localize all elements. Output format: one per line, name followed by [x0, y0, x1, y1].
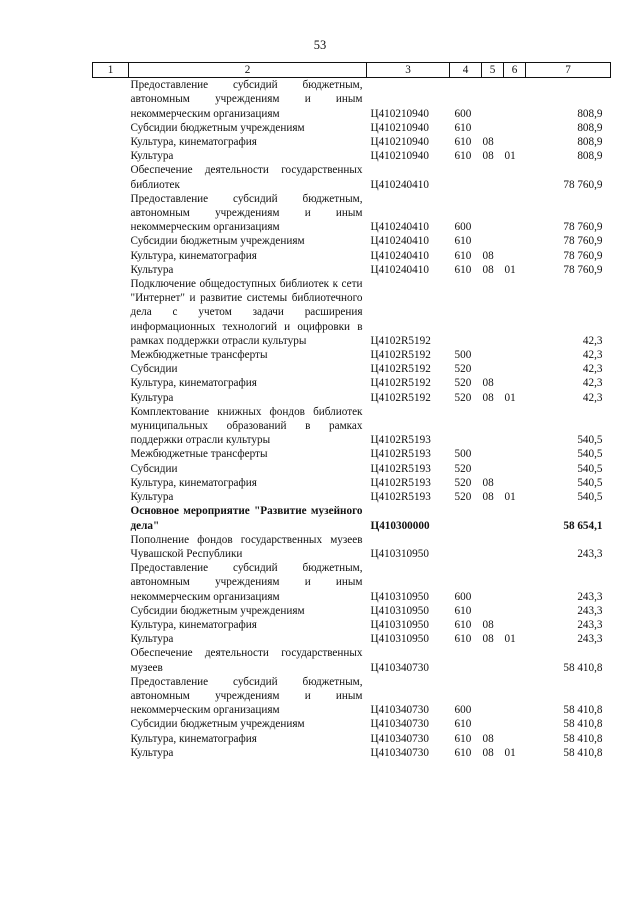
cell-number: [93, 263, 129, 277]
cell-name: Обеспечение деятельности государственных музеев: [130, 647, 363, 674]
cell-amount: 42,3: [582, 334, 603, 347]
cell-target-article: Ц410310950: [370, 547, 429, 560]
cell-section: [482, 234, 504, 248]
cell-name: Субсидии: [130, 462, 178, 475]
cell-expense-type: 520: [454, 462, 472, 475]
cell-target-article: Ц410340730: [370, 704, 429, 717]
cell-name: Культура, кинематография: [130, 732, 257, 745]
cell-target-article: Ц4102R5193: [370, 434, 431, 447]
cell-target-article: Ц4102R5192: [370, 334, 431, 347]
cell-target-article: Ц4102R5192: [370, 391, 431, 404]
cell-amount: 243,3: [577, 547, 603, 560]
cell-number: [93, 192, 129, 235]
cell-section: [482, 348, 504, 362]
cell-section: 08: [482, 150, 494, 163]
cell-amount: 808,9: [577, 150, 603, 163]
cell-amount: 243,3: [577, 604, 603, 617]
cell-name: Культура: [130, 491, 174, 504]
cell-expense-type: [450, 504, 482, 532]
cell-name: Культура: [130, 746, 174, 759]
cell-amount: 540,5: [577, 434, 603, 447]
table-row: [93, 646, 611, 674]
cell-subsection: [504, 192, 526, 235]
cell-subsection: [504, 618, 526, 632]
table-row: [93, 490, 611, 504]
cell-expense-type: 610: [454, 136, 472, 149]
cell-section: [482, 604, 504, 618]
column-header: 2: [129, 63, 367, 78]
cell-name: Межбюджетные трансферты: [130, 448, 268, 461]
cell-name: Культура: [130, 633, 174, 646]
table-row: [93, 121, 611, 135]
cell-amount: 58 410,8: [563, 718, 603, 731]
cell-number: [93, 533, 129, 561]
cell-amount: 78 760,9: [563, 249, 603, 262]
table-row: [93, 561, 611, 604]
cell-section: 08: [482, 249, 494, 262]
cell-section: [482, 646, 504, 674]
cell-target-article: Ц410240410: [370, 235, 429, 248]
cell-expense-type: 520: [454, 391, 472, 404]
cell-target-article: Ц410210940: [370, 107, 429, 120]
budget-table: [92, 62, 611, 760]
cell-number: [93, 391, 129, 405]
cell-expense-type: 610: [454, 121, 472, 134]
table-row: [93, 277, 611, 348]
cell-target-article: Ц410240410: [370, 263, 429, 276]
table-row: [93, 746, 611, 760]
cell-target-article: Ц410240410: [370, 178, 429, 191]
cell-expense-type: [450, 533, 482, 561]
cell-section: [482, 717, 504, 731]
cell-amount: 58 654,1: [563, 519, 603, 532]
cell-subsection: [504, 604, 526, 618]
table-row: [93, 632, 611, 646]
cell-target-article: Ц410340730: [370, 718, 429, 731]
cell-amount: 243,3: [577, 633, 603, 646]
cell-name: Обеспечение деятельности государственных библиотек: [130, 164, 363, 191]
cell-subsection: [504, 376, 526, 390]
table-row: [93, 533, 611, 561]
cell-amount: 78 760,9: [563, 178, 603, 191]
cell-subsection: [504, 732, 526, 746]
cell-number: [93, 618, 129, 632]
table-row: [93, 263, 611, 277]
cell-amount: 58 410,8: [563, 704, 603, 717]
cell-subsection: [504, 405, 526, 448]
cell-subsection: [504, 447, 526, 461]
cell-section: [482, 163, 504, 191]
cell-expense-type: 600: [454, 590, 472, 603]
cell-subsection: [504, 277, 526, 348]
cell-section: [482, 277, 504, 348]
cell-number: [93, 362, 129, 376]
cell-subsection: [504, 234, 526, 248]
cell-name: Предоставление субсидий бюджетным, автономным учреждениям и иным некоммерческим организациям: [130, 562, 363, 603]
cell-name: Культура, кинематография: [130, 476, 257, 489]
cell-target-article: Ц410310950: [370, 604, 429, 617]
cell-name: Культура, кинематография: [130, 618, 257, 631]
cell-amount: 78 760,9: [563, 263, 603, 276]
cell-subsection: [504, 476, 526, 490]
table-row: [93, 732, 611, 746]
cell-expense-type: [450, 405, 482, 448]
table-row: [93, 604, 611, 618]
cell-section: 08: [482, 732, 494, 745]
cell-target-article: Ц4102R5193: [370, 448, 431, 461]
cell-expense-type: 610: [454, 732, 472, 745]
table-row: [93, 447, 611, 461]
cell-number: [93, 746, 129, 760]
table-row: [93, 476, 611, 490]
cell-section: 08: [482, 377, 494, 390]
cell-expense-type: [450, 163, 482, 191]
table-row: [93, 249, 611, 263]
cell-target-article: Ц4102R5193: [370, 462, 431, 475]
cell-name: Культура: [130, 263, 174, 276]
cell-section: [482, 675, 504, 718]
cell-name: Культура: [130, 391, 174, 404]
column-header: 3: [367, 63, 450, 78]
cell-expense-type: 520: [454, 363, 472, 376]
cell-number: [93, 632, 129, 646]
cell-target-article: Ц410210940: [370, 150, 429, 163]
cell-amount: 42,3: [582, 363, 603, 376]
cell-section: [482, 462, 504, 476]
cell-name: Подключение общедоступных библиотек к сети "Интернет" и развитие системы библиотечного дела с учетом задачи расширения информационных технологий и оцифровки в рамках поддержки отрасли культуры: [130, 278, 363, 347]
cell-section: [482, 362, 504, 376]
table-row: [93, 163, 611, 191]
cell-expense-type: 610: [454, 746, 472, 759]
cell-subsection: [504, 348, 526, 362]
cell-expense-type: 600: [454, 107, 472, 120]
cell-amount: 243,3: [577, 618, 603, 631]
cell-expense-type: 610: [454, 263, 472, 276]
column-header: 1: [93, 63, 129, 78]
cell-subsection: 01: [504, 633, 516, 646]
cell-amount: 808,9: [577, 136, 603, 149]
cell-target-article: Ц410240410: [370, 249, 429, 262]
cell-section: 08: [482, 618, 494, 631]
column-header: 5: [482, 63, 504, 78]
cell-target-article: Ц410210940: [370, 136, 429, 149]
cell-target-article: Ц410340730: [370, 661, 429, 674]
cell-name: Культура, кинематография: [130, 377, 257, 390]
cell-target-article: Ц4102R5192: [370, 377, 431, 390]
cell-name: Субсидии бюджетным учреждениям: [130, 121, 305, 134]
cell-amount: 243,3: [577, 590, 603, 603]
table-row: [93, 234, 611, 248]
cell-subsection: [504, 249, 526, 263]
cell-amount: 58 410,8: [563, 661, 603, 674]
page-number: 53: [313, 38, 327, 52]
cell-subsection: [504, 362, 526, 376]
cell-subsection: 01: [504, 150, 516, 163]
cell-expense-type: 600: [454, 221, 472, 234]
table-row: [93, 391, 611, 405]
cell-name: Субсидии: [130, 363, 178, 376]
cell-expense-type: 610: [454, 235, 472, 248]
cell-target-article: Ц4102R5193: [370, 476, 431, 489]
cell-number: [93, 490, 129, 504]
cell-number: [93, 163, 129, 191]
cell-section: 08: [482, 491, 494, 504]
cell-section: [482, 447, 504, 461]
cell-expense-type: 610: [454, 604, 472, 617]
cell-expense-type: 520: [454, 377, 472, 390]
cell-name: Культура: [130, 150, 174, 163]
cell-number: [93, 646, 129, 674]
table-row: [93, 149, 611, 163]
cell-expense-type: 520: [454, 491, 472, 504]
table-row: [93, 376, 611, 390]
table-row: [93, 362, 611, 376]
cell-number: [93, 249, 129, 263]
cell-number: [93, 476, 129, 490]
cell-number: [93, 732, 129, 746]
cell-name: Основное мероприятие "Развитие музейного дела": [130, 505, 363, 532]
cell-number: [93, 561, 129, 604]
cell-subsection: 01: [504, 263, 516, 276]
cell-expense-type: 610: [454, 150, 472, 163]
column-header: 4: [450, 63, 482, 78]
cell-section: [482, 504, 504, 532]
cell-number: [93, 121, 129, 135]
cell-number: [93, 405, 129, 448]
cell-section: 08: [482, 136, 494, 149]
cell-subsection: 01: [504, 391, 516, 404]
cell-expense-type: 500: [454, 349, 472, 362]
cell-amount: 42,3: [582, 391, 603, 404]
column-header: 6: [504, 63, 526, 78]
table-row: [93, 78, 611, 121]
table-row: [93, 618, 611, 632]
cell-number: [93, 149, 129, 163]
table-body: [93, 78, 611, 760]
cell-section: [482, 78, 504, 121]
cell-subsection: 01: [504, 746, 516, 759]
cell-subsection: [504, 121, 526, 135]
cell-number: [93, 376, 129, 390]
table-row: [93, 192, 611, 235]
column-header: 7: [526, 63, 611, 78]
cell-expense-type: 520: [454, 476, 472, 489]
cell-expense-type: 600: [454, 704, 472, 717]
cell-target-article: Ц410210940: [370, 121, 429, 134]
cell-target-article: Ц4102R5192: [370, 363, 431, 376]
cell-amount: 540,5: [577, 462, 603, 475]
cell-number: [93, 604, 129, 618]
cell-subsection: [504, 462, 526, 476]
cell-expense-type: [450, 646, 482, 674]
cell-section: 08: [482, 633, 494, 646]
column-header-row: [93, 63, 611, 78]
cell-target-article: Ц410340730: [370, 746, 429, 759]
cell-expense-type: [450, 277, 482, 348]
cell-subsection: [504, 533, 526, 561]
cell-section: [482, 533, 504, 561]
cell-expense-type: 610: [454, 633, 472, 646]
cell-section: 08: [482, 476, 494, 489]
cell-section: [482, 121, 504, 135]
cell-target-article: Ц410340730: [370, 732, 429, 745]
cell-expense-type: 610: [454, 618, 472, 631]
cell-number: [93, 675, 129, 718]
cell-subsection: [504, 646, 526, 674]
cell-name: Предоставление субсидий бюджетным, автономным учреждениям и иным некоммерческим организациям: [130, 192, 363, 234]
cell-target-article: Ц410310950: [370, 633, 429, 646]
cell-amount: 540,5: [577, 448, 603, 461]
cell-number: [93, 135, 129, 149]
cell-number: [93, 462, 129, 476]
cell-target-article: Ц410240410: [370, 221, 429, 234]
cell-section: [482, 405, 504, 448]
table-row: [93, 675, 611, 718]
cell-section: 08: [482, 391, 494, 404]
cell-name: Предоставление субсидий бюджетным, автономным учреждениям и иным некоммерческим организациям: [130, 675, 363, 717]
cell-number: [93, 504, 129, 532]
cell-amount: 78 760,9: [563, 221, 603, 234]
cell-section: [482, 561, 504, 604]
cell-number: [93, 234, 129, 248]
table-row: [93, 504, 611, 532]
cell-expense-type: 500: [454, 448, 472, 461]
cell-section: 08: [482, 263, 494, 276]
cell-amount: 42,3: [582, 349, 603, 362]
cell-number: [93, 277, 129, 348]
cell-target-article: Ц4102R5192: [370, 349, 431, 362]
cell-subsection: [504, 675, 526, 718]
cell-expense-type: 610: [454, 718, 472, 731]
cell-amount: 58 410,8: [563, 732, 603, 745]
table-row: [93, 348, 611, 362]
cell-target-article: Ц410310950: [370, 618, 429, 631]
cell-subsection: [504, 78, 526, 121]
cell-subsection: [504, 561, 526, 604]
table-row: [93, 405, 611, 448]
cell-target-article: Ц410310950: [370, 590, 429, 603]
cell-amount: 42,3: [582, 377, 603, 390]
cell-section: 08: [482, 746, 494, 759]
cell-subsection: [504, 163, 526, 191]
cell-name: Субсидии бюджетным учреждениям: [130, 235, 305, 248]
cell-amount: 808,9: [577, 107, 603, 120]
table-row: [93, 717, 611, 731]
cell-amount: 808,9: [577, 121, 603, 134]
cell-target-article: Ц410300000: [370, 519, 430, 532]
cell-name: Культура, кинематография: [130, 136, 257, 149]
cell-amount: 540,5: [577, 476, 603, 489]
cell-amount: 78 760,9: [563, 235, 603, 248]
cell-number: [93, 717, 129, 731]
cell-name: Субсидии бюджетным учреждениям: [130, 718, 305, 731]
cell-name: Субсидии бюджетным учреждениям: [130, 604, 305, 617]
cell-name: Пополнение фондов государственных музеев Чувашской Республики: [130, 533, 363, 560]
cell-number: [93, 78, 129, 121]
cell-name: Межбюджетные трансферты: [130, 349, 268, 362]
cell-name: Культура, кинематография: [130, 249, 257, 262]
cell-amount: 58 410,8: [563, 746, 603, 759]
table-row: [93, 135, 611, 149]
cell-expense-type: 610: [454, 249, 472, 262]
cell-number: [93, 348, 129, 362]
cell-subsection: [504, 717, 526, 731]
table-row: [93, 462, 611, 476]
cell-section: [482, 192, 504, 235]
cell-subsection: [504, 504, 526, 532]
cell-name: Комплектование книжных фондов библиотек муниципальных образований в рамках поддержки отрасли культуры: [130, 405, 363, 447]
cell-subsection: 01: [504, 491, 516, 504]
cell-amount: 540,5: [577, 491, 603, 504]
cell-target-article: Ц4102R5193: [370, 491, 431, 504]
cell-name: Предоставление субсидий бюджетным, автономным учреждениям и иным некоммерческим организациям: [130, 79, 363, 120]
cell-subsection: [504, 135, 526, 149]
cell-number: [93, 447, 129, 461]
